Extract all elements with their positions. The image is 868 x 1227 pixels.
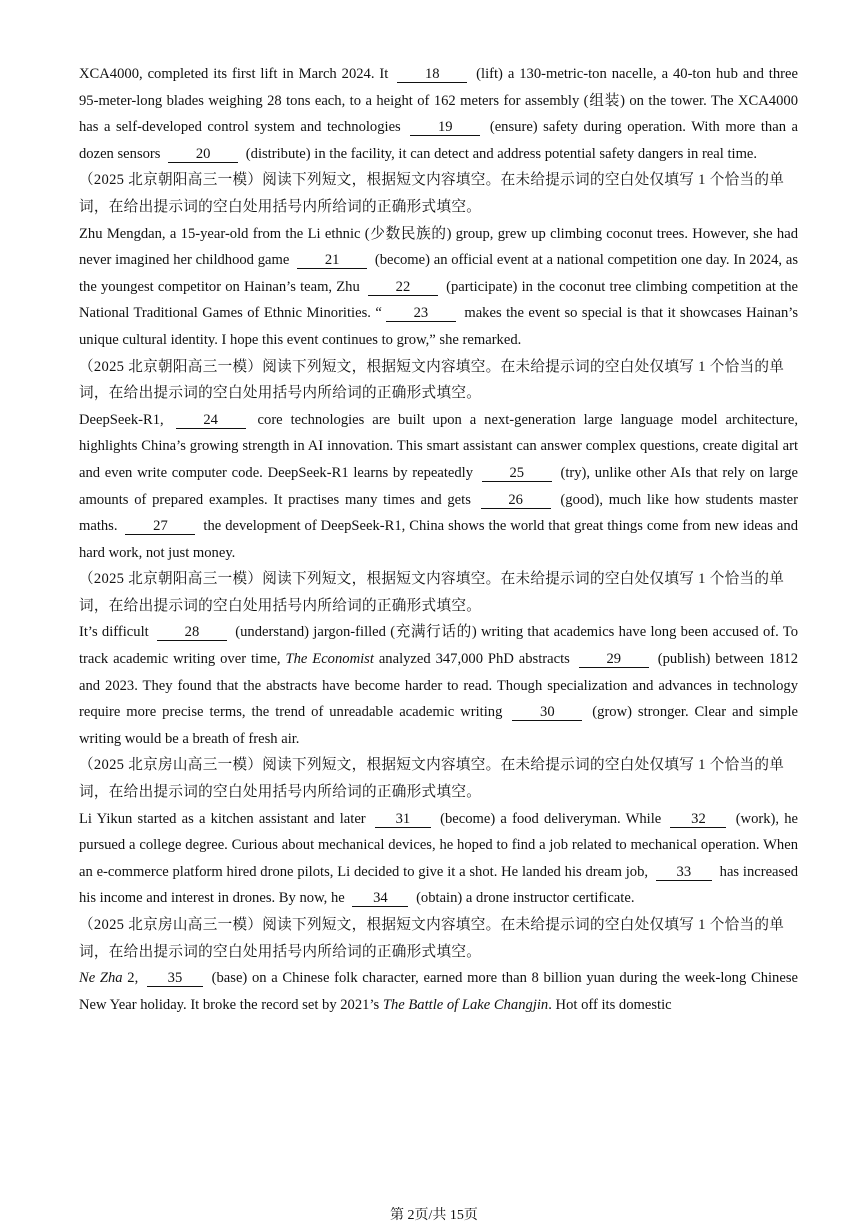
passage-text: . Hot off its domestic xyxy=(548,996,672,1013)
passage-text: the development of DeepSeek-R1, China shows the world that great things come from new ideas and hard work, not just money. xyxy=(79,518,798,561)
blank-35[interactable]: 35 xyxy=(147,970,203,987)
passage-xca4000 xyxy=(79,61,798,167)
instruction-note: （2025 北京房山高三一模）阅读下列短文，根据短文内容填空。在未给提示词的空白处仅填写 1 个恰当的单词，在给出提示词的空白处用括号内所给词的正确形式填空。 xyxy=(79,757,785,801)
blank-25[interactable]: 25 xyxy=(482,465,552,482)
passage-text: (participate) in the coconut tree climbing competition at the National Traditional Games of Ethnic Minorities. “ xyxy=(79,278,798,322)
passage-text: (understand) jargon-filled (充满行话的) writing that academics have long been accused of. To track academic writing over time, xyxy=(79,624,798,668)
blank-30[interactable]: 30 xyxy=(512,704,582,721)
blank-29[interactable]: 29 xyxy=(579,651,649,668)
passage-text: (try), unlike other AIs that rely on large amounts of prepared examples. It practises many times and gets xyxy=(79,464,798,508)
passage-text: Zhu Mengdan, a 15-year-old from the Li ethnic (少数民族的) group, grew up climbing coconut trees. However, she had never imagined her childhood game xyxy=(79,225,798,269)
passage-text: (obtain) a drone instructor certificate. xyxy=(416,890,635,907)
blank-34[interactable]: 34 xyxy=(352,890,408,907)
passage-ne-zha xyxy=(79,965,798,1018)
blank-23[interactable]: 23 xyxy=(386,305,456,322)
passage-text: core technologies are built upon a next-generation large language model architecture, highlights China’s growing strength in AI innovation. This smart assistant can answer complex questions, create digital art and even write computer code. DeepSeek-R1 learns by repeatedly xyxy=(79,411,798,481)
page-number-footer: 第 2页/共 15页 xyxy=(390,1208,478,1223)
blank-27[interactable]: 27 xyxy=(125,518,195,535)
passage-text: (publish) between 1812 and 2023. They found that the abstracts have become harder to read. Though specialization and advances in technology require more precise terms, the trend of unreadable academic writing xyxy=(79,651,799,721)
blank-28[interactable]: 28 xyxy=(157,624,227,641)
blank-33[interactable]: 33 xyxy=(656,864,712,881)
film-title: The Battle of Lake Changjin xyxy=(382,996,549,1013)
blank-31[interactable]: 31 xyxy=(375,811,431,828)
passage-text: (ensure) safety during operation. With more than a dozen sensors xyxy=(79,119,799,162)
passage-text: (lift) a 130-metric-ton nacelle, a 40-ton hub and three 95-meter-long blades weighing 28 tons each, to a height of 162 meters for assembly (组装) on the tower. The XCA4000 has a self-developed control system and technologies xyxy=(79,66,798,136)
passage-text: (distribute) in the facility, it can detect and address potential safety dangers in real time. xyxy=(245,145,758,162)
passage-text: It’s difficult xyxy=(79,624,149,641)
blank-22[interactable]: 22 xyxy=(368,279,438,296)
blank-18[interactable]: 18 xyxy=(397,66,467,83)
passage-text: (work), he pursued a college degree. Curious about mechanical devices, he hoped to find a job related to mechanical operation. When an e-commerce platform hired drone pilots, Li decided to give it a shot. He landed his dream job, xyxy=(79,810,799,880)
instruction-note: （2025 北京朝阳高三一模）阅读下列短文，根据短文内容填空。在未给提示词的空白处仅填写 1 个恰当的单词，在给出提示词的空白处用括号内所给词的正确形式填空。 xyxy=(79,358,785,402)
blank-19[interactable]: 19 xyxy=(410,119,480,136)
passage-text: 2, xyxy=(127,970,139,987)
instruction-note: （2025 北京朝阳高三一模）阅读下列短文，根据短文内容填空。在未给提示词的空白处仅填写 1 个恰当的单词，在给出提示词的空白处用括号内所给词的正确形式填空。 xyxy=(79,172,785,215)
passage-text: DeepSeek-R1, xyxy=(79,411,164,428)
instruction-note: （2025 北京朝阳高三一模）阅读下列短文，根据短文内容填空。在未给提示词的空白处仅填写 1 个恰当的单词，在给出提示词的空白处用括号内所给词的正确形式填空。 xyxy=(79,571,785,614)
blank-20[interactable]: 20 xyxy=(168,146,238,163)
passage-zhu-mengdan xyxy=(79,221,798,354)
blank-21[interactable]: 21 xyxy=(297,252,367,269)
blank-32[interactable]: 32 xyxy=(670,811,726,828)
passage-text: (base) on a Chinese folk character, earned more than 8 billion yuan during the week-long Chinese New Year holiday. It broke the record set by 2021’s xyxy=(79,970,798,1013)
passage-text: (good), much like how students master maths. xyxy=(79,491,798,535)
passage-deepseek xyxy=(79,407,798,567)
publication-title: The Economist xyxy=(285,651,374,668)
passage-text: (become) a food deliveryman. While xyxy=(440,810,662,827)
passage-text: makes the event so special is that it showcases Hainan’s unique cultural identity. I hope this event continues to grow,” she remarked. xyxy=(79,305,799,348)
passage-li-yikun xyxy=(79,806,798,912)
blank-24[interactable]: 24 xyxy=(176,412,246,429)
passage-academic-writing xyxy=(79,619,798,752)
passage-text: (become) an official event at a national competition one day. In 2024, as the youngest competitor on Hainan’s team, Zhu xyxy=(79,252,798,295)
passage-text: has increased his income and interest in drones. By now, he xyxy=(79,863,798,907)
passage-text: XCA4000, completed its first lift in March 2024. It xyxy=(79,66,389,82)
blank-26[interactable]: 26 xyxy=(481,492,551,509)
passage-text: Li Yikun started as a kitchen assistant and later xyxy=(79,810,366,827)
film-title: Ne Zha xyxy=(79,970,123,987)
instruction-note: （2025 北京房山高三一模）阅读下列短文，根据短文内容填空。在未给提示词的空白处仅填写 1 个恰当的单词，在给出提示词的空白处用括号内所给词的正确形式填空。 xyxy=(79,917,785,960)
passage-text: analyzed 347,000 PhD abstracts xyxy=(378,651,570,668)
passage-text: (grow) stronger. Clear and simple writing would be a breath of fresh air. xyxy=(79,704,798,747)
